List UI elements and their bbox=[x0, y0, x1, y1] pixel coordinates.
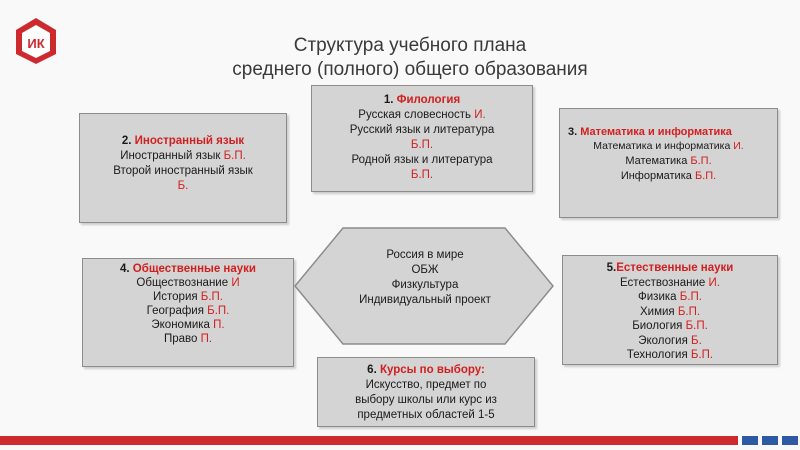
box-number: 1. bbox=[383, 94, 394, 106]
list-item: Экология Б. bbox=[638, 334, 702, 347]
box-foreign-language bbox=[79, 113, 287, 223]
logo-icon bbox=[14, 16, 58, 66]
box-number: 5. bbox=[606, 262, 617, 274]
list-item: Технология Б.П. bbox=[626, 349, 714, 361]
bottom-red-bar bbox=[0, 436, 738, 445]
bottom-blue-block bbox=[782, 436, 798, 445]
list-item: Иностранный язык Б.П. bbox=[120, 150, 246, 162]
list-item: Родной язык и литература Б.П. bbox=[351, 154, 493, 181]
box-mathematics bbox=[559, 108, 778, 218]
box-heading: Общественные науки bbox=[132, 263, 256, 275]
list-item: Право П. bbox=[163, 333, 213, 345]
box-natural-sciences bbox=[562, 255, 778, 365]
box-philology bbox=[311, 85, 533, 192]
box-heading: Иностранный язык bbox=[134, 135, 245, 147]
list-item: Физика Б.П. bbox=[638, 291, 702, 303]
bottom-blue-block bbox=[762, 436, 778, 445]
list-item: Русская словесность И. bbox=[358, 109, 486, 121]
center-list bbox=[330, 248, 520, 308]
list-item: Математика Б.П. bbox=[625, 155, 712, 167]
list-item: Обществознание И bbox=[136, 277, 240, 289]
box-electives bbox=[317, 357, 535, 427]
list-item: Математика и информатика И. bbox=[593, 140, 744, 152]
page-title bbox=[170, 34, 650, 82]
box-heading: Филология bbox=[396, 94, 461, 106]
list-item: Информатика Б.П. bbox=[620, 170, 717, 182]
list-item: Россия в мире bbox=[386, 249, 464, 261]
list-item: ОБЖ bbox=[411, 264, 439, 276]
list-item: Физкультура bbox=[391, 279, 459, 291]
box-social-sciences bbox=[82, 258, 294, 367]
title-line-2: среднего (полного) общего образования bbox=[232, 59, 588, 80]
list-item: Русский язык и литература Б.П. bbox=[349, 124, 495, 151]
box-number: 6. bbox=[367, 364, 377, 376]
list-item: выбору школы или курс из bbox=[355, 394, 497, 406]
box-number: 4. bbox=[119, 263, 130, 275]
box-heading: Математика и информатика bbox=[580, 126, 732, 138]
box-heading: Естественные науки bbox=[616, 262, 734, 274]
list-item: предметных областей 1-5 bbox=[357, 409, 495, 421]
title-line-1: Структура учебного плана bbox=[293, 35, 527, 56]
list-item: Искусство, предмет по bbox=[365, 379, 487, 391]
list-item: Индивидуальный проект bbox=[359, 294, 491, 306]
list-item: Биология Б.П. bbox=[632, 320, 708, 332]
list-item: Экономика П. bbox=[151, 319, 225, 331]
list-item: История Б.П. bbox=[153, 291, 223, 303]
list-item: География Б.П. bbox=[146, 305, 230, 317]
box-number: 3. bbox=[568, 126, 578, 138]
list-item: Естествознание И. bbox=[620, 276, 720, 289]
list-item: Второй иностранный язык Б. bbox=[113, 165, 253, 192]
list-item: Химия Б.П. bbox=[639, 305, 701, 318]
bottom-blue-block bbox=[742, 436, 758, 445]
box-number: 2. bbox=[121, 135, 132, 147]
logo-letters: ИК bbox=[27, 36, 45, 51]
box-heading: Курсы по выбору: bbox=[379, 364, 485, 376]
